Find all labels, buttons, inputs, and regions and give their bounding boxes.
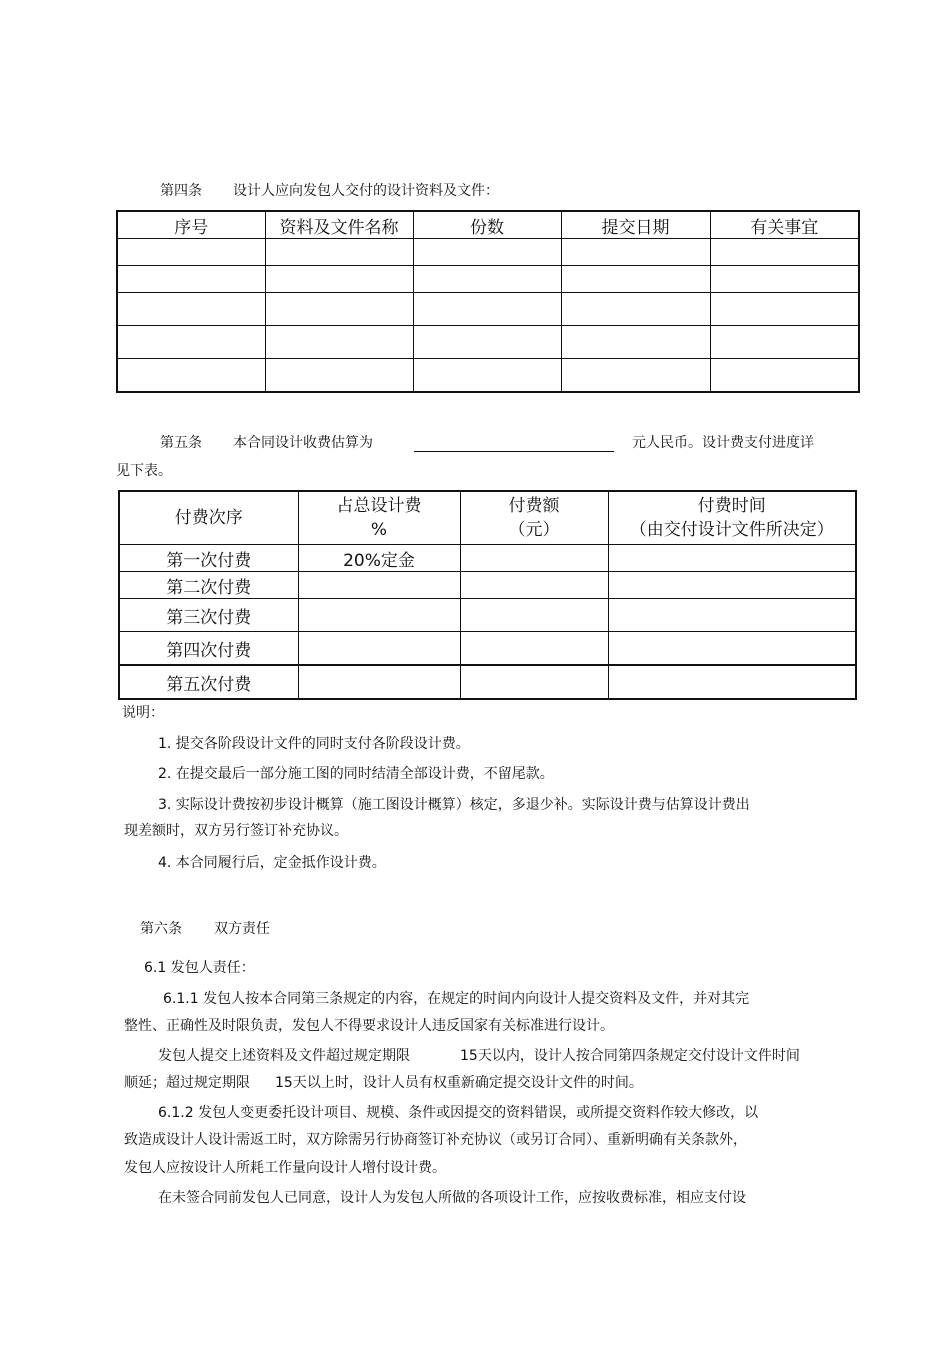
note-2: 2. 在提交最后一部分施工图的同时结清全部设计费，不留尾款。	[158, 766, 554, 782]
table-cell	[413, 359, 561, 393]
table-row	[117, 293, 859, 326]
percent-cell	[298, 572, 460, 599]
table-cell	[561, 266, 710, 293]
article5-text-c: 见下表。	[116, 463, 172, 479]
table-cell	[117, 326, 265, 359]
section-6-1-2-line-2: 致造成设计人设计需返工时，双方除需另行协商签订补充协议（或另订合同）、重新明确有关条款外，	[124, 1132, 747, 1148]
payment-time-cell	[608, 632, 856, 666]
col-header-payment-time: 付费时间 （由交付设计文件所决定）	[608, 491, 856, 545]
amount-cell	[460, 665, 608, 699]
article6-title: 双方责任	[214, 921, 270, 937]
article5-label: 第五条	[160, 435, 202, 451]
table-cell	[265, 359, 413, 393]
amount-cell	[460, 632, 608, 666]
payment-time-cell	[608, 572, 856, 599]
col-header-copies: 份数	[413, 211, 561, 239]
article6-label: 第六条	[140, 921, 182, 937]
paragraph-1-line-1-part-a: 发包人提交上述资料及文件超过规定期限	[158, 1048, 410, 1064]
paragraph-1-line-2-part-b: 15天以上时，设计人员有权重新确定提交设计文件的时间。	[275, 1075, 643, 1091]
table-cell	[710, 293, 859, 326]
table-cell	[117, 293, 265, 326]
table-cell	[710, 266, 859, 293]
table-cell	[413, 293, 561, 326]
table-row	[119, 599, 856, 632]
col-header-payment-order: 付费次序	[119, 491, 298, 545]
payment-time-cell	[608, 545, 856, 572]
col-header-remarks: 有关事宜	[710, 211, 859, 239]
col-header-serial: 序号	[117, 211, 265, 239]
payment-time-cell	[608, 665, 856, 699]
table-row	[117, 266, 859, 293]
percent-cell: 20%定金	[298, 545, 460, 572]
table-cell	[265, 293, 413, 326]
col-header-doc-name: 资料及文件名称	[265, 211, 413, 239]
paragraph-1-line-1-part-b: 15天以内，设计人按合同第四条规定交付设计文件时间	[460, 1048, 800, 1064]
note-3-line-1: 3. 实际设计费按初步设计概算（施工图设计概算）核定，多退少补。实际设计费与估算设计费出	[158, 797, 750, 813]
table-row	[119, 665, 856, 699]
table-cell	[265, 239, 413, 266]
col-header-percent: 占总设计费 %	[298, 491, 460, 545]
article5-text-b: 元人民币。设计费支付进度详	[632, 435, 814, 451]
article5-text-a: 本合同设计收费估算为	[233, 435, 373, 451]
table-cell	[413, 239, 561, 266]
table-row	[119, 632, 856, 666]
col-header-amount: 付费额 （元）	[460, 491, 608, 545]
table-cell	[117, 239, 265, 266]
notes-title: 说明：	[122, 705, 164, 721]
payment-order-cell: 第四次付费	[119, 632, 298, 666]
note-3-line-2: 现差额时，双方另行签订补充协议。	[124, 823, 348, 839]
payment-order-cell: 第二次付费	[119, 572, 298, 599]
section-6-1-2-line-3: 发包人应按设计人所耗工作量向设计人增付设计费。	[124, 1160, 446, 1176]
table-cell	[710, 239, 859, 266]
table-cell	[413, 326, 561, 359]
table-row	[117, 326, 859, 359]
table-cell	[710, 326, 859, 359]
section-6-1-1-line-1: 6.1.1 发包人按本合同第三条规定的内容，在规定的时间内向设计人提交资料及文件，并对其完	[163, 991, 750, 1007]
table-cell	[561, 239, 710, 266]
table-header-row	[117, 211, 859, 239]
amount-cell	[460, 572, 608, 599]
payment-order-cell: 第三次付费	[119, 599, 298, 632]
table-cell	[561, 359, 710, 393]
table-cell	[265, 266, 413, 293]
documents-table	[116, 210, 860, 393]
fee-estimate-blank	[414, 450, 614, 452]
table-cell	[117, 266, 265, 293]
table-row	[117, 239, 859, 266]
section-6-1-heading: 6.1 发包人责任：	[144, 960, 255, 976]
table-cell	[710, 359, 859, 393]
paragraph-2-line-1: 在未签合同前发包人已同意，设计人为发包人所做的各项设计工作，应按收费标准，相应支付设	[158, 1190, 746, 1206]
section-6-1-2-line-1: 6.1.2 发包人变更委托设计项目、规模、条件或因提交的资料错误，或所提交资料作较大修改，以	[158, 1105, 759, 1121]
payment-schedule-table	[118, 490, 857, 700]
table-row	[119, 572, 856, 599]
amount-cell	[460, 545, 608, 572]
percent-cell	[298, 632, 460, 666]
note-4: 4. 本合同履行后，定金抵作设计费。	[158, 855, 386, 871]
note-1: 1. 提交各阶段设计文件的同时支付各阶段设计费。	[158, 736, 470, 752]
paragraph-1-line-2-part-a: 顺延；超过规定期限	[124, 1075, 250, 1091]
table-cell	[265, 326, 413, 359]
table-row	[117, 359, 859, 393]
article4-text: 设计人应向发包人交付的设计资料及文件：	[233, 183, 499, 199]
table-cell	[413, 266, 561, 293]
article4-label: 第四条	[160, 183, 202, 199]
table-cell	[117, 359, 265, 393]
table-header-row	[119, 491, 856, 545]
payment-time-cell	[608, 599, 856, 632]
section-6-1-1-line-2: 整性、正确性及时限负责，发包人不得要求设计人违反国家有关标准进行设计。	[124, 1018, 614, 1034]
table-cell	[561, 293, 710, 326]
percent-cell	[298, 665, 460, 699]
col-header-submit-date: 提交日期	[561, 211, 710, 239]
table-cell	[561, 326, 710, 359]
table-row	[119, 545, 856, 572]
payment-order-cell: 第五次付费	[119, 665, 298, 699]
amount-cell	[460, 599, 608, 632]
payment-order-cell: 第一次付费	[119, 545, 298, 572]
percent-cell	[298, 599, 460, 632]
